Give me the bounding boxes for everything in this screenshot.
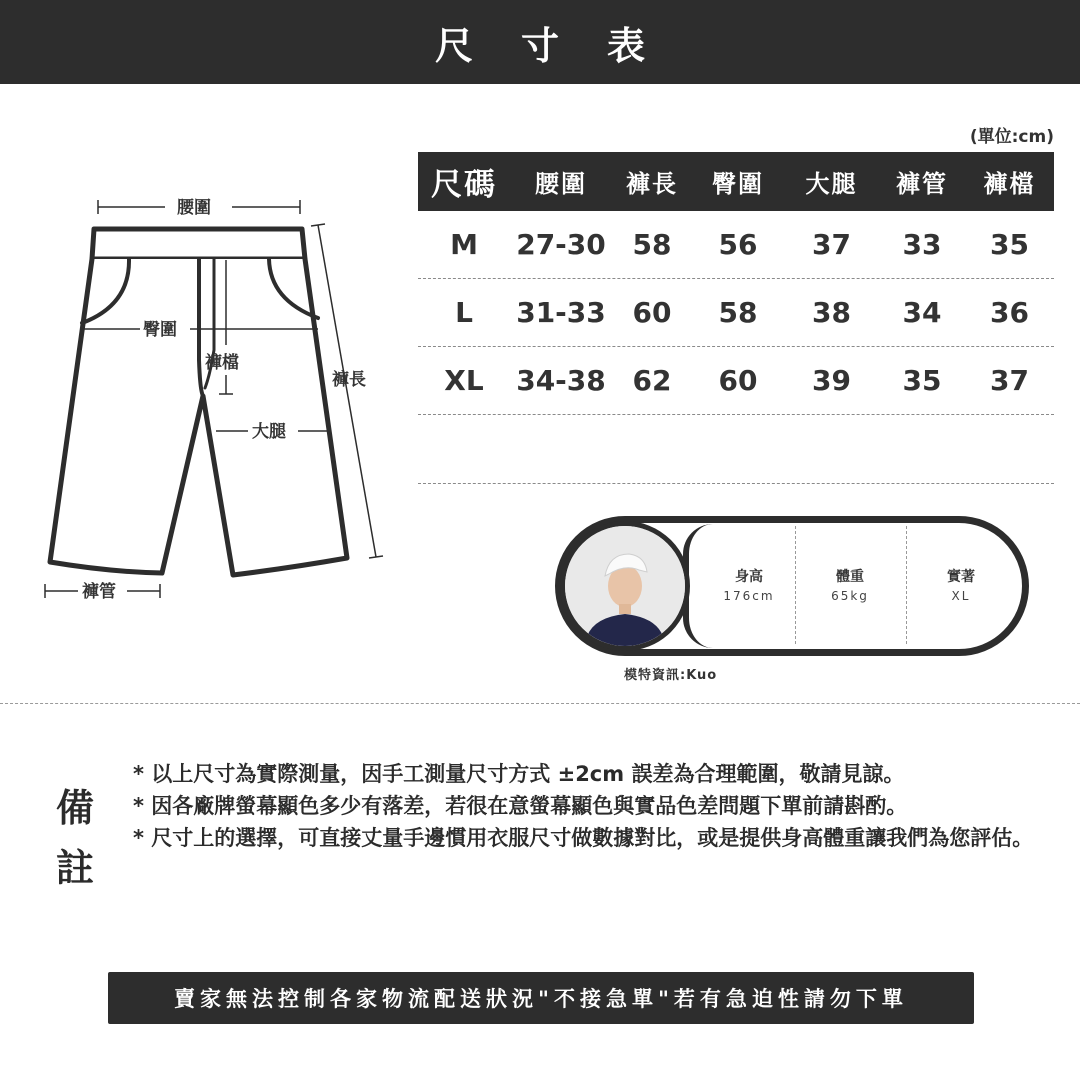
cell-hem: 34 (902, 296, 942, 329)
notes-title-char-1: 備 (55, 786, 94, 830)
cell-rise: 36 (990, 296, 1029, 329)
model-photo-icon (565, 526, 685, 646)
cell-hip: 58 (718, 296, 758, 329)
cell-size: L (455, 296, 473, 329)
notes-title (52, 778, 98, 898)
note-item: * 因各廠牌螢幕顯色多少有落差，若很在意螢幕顯色與實品色差問題下單前請斟酌。 (133, 794, 908, 818)
table-row (418, 211, 1054, 279)
cell-length: 62 (632, 364, 672, 397)
label-length: 褲長 (332, 370, 366, 390)
shipping-notice-text: 賣家無法控制各家物流配送狀況"不接急單"若有急迫性請勿下單 (174, 987, 908, 1011)
table-row (418, 347, 1054, 415)
model-avatar (560, 521, 690, 651)
height-label: 身高 (735, 569, 763, 585)
shorts-diagram (0, 180, 400, 620)
col-hip: 臀圍 (712, 170, 764, 198)
note-item: * 以上尺寸為實際測量，因手工測量尺寸方式 ±2cm 誤差為合理範圍，敬請見諒。 (133, 762, 905, 786)
table-row (418, 279, 1054, 347)
cell-hip: 60 (718, 364, 758, 397)
cell-waist: 34-38 (516, 364, 606, 397)
cell-length: 60 (632, 296, 672, 329)
shipping-notice-banner (108, 972, 974, 1024)
col-size: 尺碼 (431, 167, 497, 203)
cell-waist: 31-33 (516, 296, 606, 329)
unit-label: (單位:cm) (969, 127, 1054, 147)
cell-thigh: 39 (812, 364, 851, 397)
size-table (418, 152, 1054, 484)
cell-hem: 35 (902, 364, 942, 397)
height-value: 176cm (723, 589, 775, 603)
page-title: 尺寸表 (434, 23, 693, 68)
cell-rise: 37 (990, 364, 1029, 397)
col-rise: 褲檔 (983, 170, 1036, 198)
waistband-shape (92, 229, 305, 259)
table-row-empty (418, 415, 1054, 484)
label-rise: 褲檔 (205, 353, 239, 373)
wear-value: XL (951, 589, 971, 603)
col-waist: 腰圍 (535, 170, 587, 198)
col-hem: 褲管 (896, 170, 948, 198)
model-height (694, 566, 804, 603)
cell-waist: 27-30 (516, 228, 606, 261)
col-thigh: 大腿 (805, 170, 858, 198)
cell-thigh: 38 (812, 296, 851, 329)
note-item: * 尺寸上的選擇，可直接丈量手邊慣用衣服尺寸做數據對比，或是提供身高體重讓我們為您評估。 (133, 826, 1034, 850)
model-caption: 模特資訊:Kuo (624, 668, 718, 683)
notes-title-char-2: 註 (55, 846, 94, 890)
cell-size: M (450, 228, 478, 261)
cell-length: 58 (632, 228, 672, 261)
model-wear-size (906, 566, 1016, 603)
col-length: 褲長 (626, 170, 678, 198)
wear-label: 實著 (947, 569, 975, 585)
model-weight (795, 566, 905, 603)
weight-label: 體重 (836, 569, 864, 585)
label-waist: 腰圍 (177, 198, 211, 218)
weight-value: 65kg (831, 589, 869, 603)
cell-size: XL (444, 364, 484, 397)
page-header (0, 0, 1080, 84)
label-thigh: 大腿 (252, 422, 286, 442)
notes-list (133, 760, 1053, 856)
section-divider (0, 703, 1080, 704)
cell-thigh: 37 (812, 228, 851, 261)
cell-rise: 35 (990, 228, 1029, 261)
table-header (418, 152, 1054, 211)
cell-hem: 33 (902, 228, 942, 261)
label-hem: 褲管 (82, 582, 116, 602)
cell-hip: 56 (718, 228, 758, 261)
label-hip: 臀圍 (143, 320, 177, 340)
